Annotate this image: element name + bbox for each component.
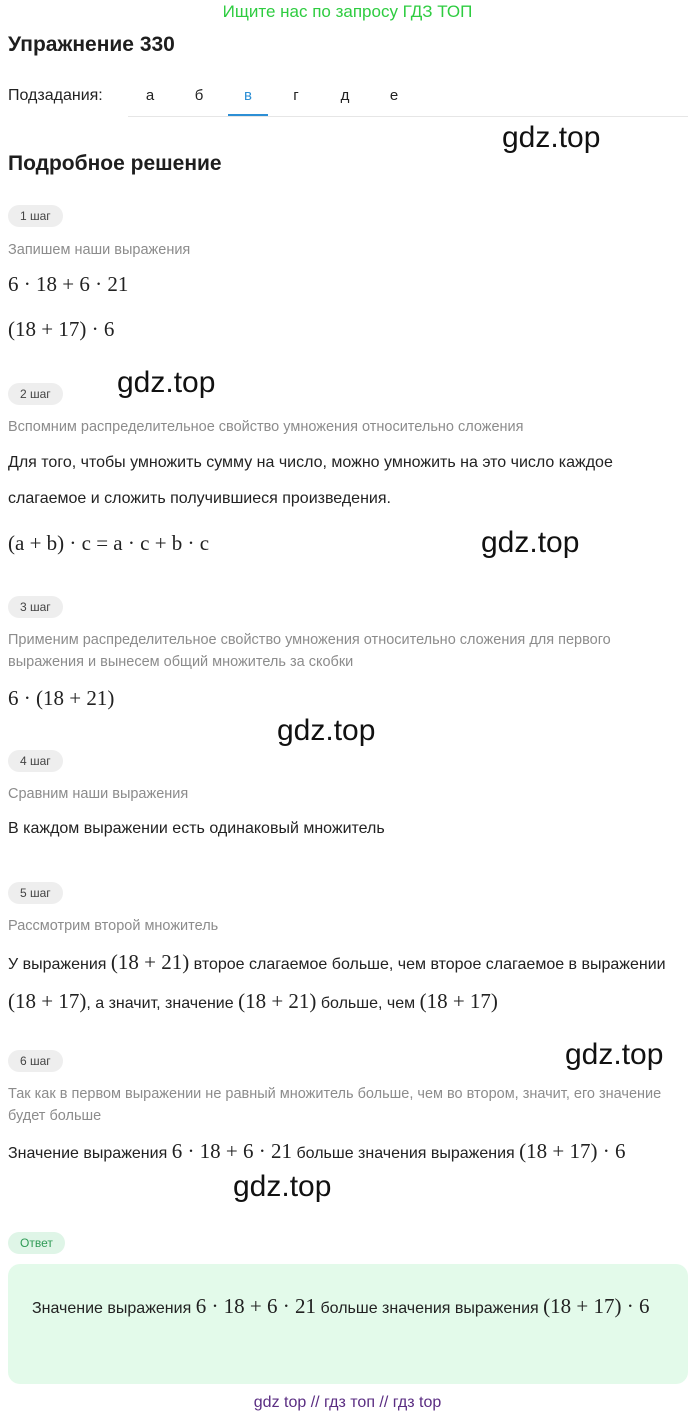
watermark: gdz.top — [233, 1170, 332, 1203]
math-expression: (18 + 21) — [110, 950, 190, 974]
step-4-text: В каждом выражении есть одинаковый множитель — [8, 820, 385, 837]
answer-badge: Ответ — [8, 1232, 65, 1254]
step-5-text — [8, 944, 688, 1022]
step-5-badge: 5 шаг — [8, 882, 63, 904]
watermark: gdz.top — [565, 1038, 664, 1071]
tab-b[interactable]: б — [194, 87, 204, 104]
step-1-badge: 1 шаг — [8, 205, 63, 227]
watermark: gdz.top — [117, 366, 216, 399]
text-run: больше значения выражения — [316, 1300, 544, 1317]
step-6-badge: 6 шаг — [8, 1050, 63, 1072]
step-3-formula: 6 · (18 + 21) — [8, 686, 115, 710]
math-expression: 6 · 18 + 6 · 21 — [171, 1139, 293, 1163]
step-2-formula: (a + b) · c = a · c + b · c — [8, 531, 210, 555]
watermark: gdz.top — [502, 121, 601, 154]
tab-a[interactable]: а — [145, 87, 155, 104]
subtasks-label: Подзадания: — [8, 87, 103, 104]
text-run: Значение выражения — [8, 1145, 172, 1162]
watermark: gdz.top — [277, 714, 376, 747]
text-run: У выражения — [8, 956, 111, 973]
text-run: Значение выражения — [32, 1300, 196, 1317]
step-2-hint: Вспомним распределительное свойство умножения относительно сложения — [8, 419, 524, 435]
text-run: больше значения выражения — [292, 1145, 520, 1162]
solution-title: Подробное решение — [8, 152, 222, 175]
top-banner: Ищите нас по запросу ГДЗ ТОП — [222, 2, 473, 21]
tab-v-active[interactable]: в — [228, 76, 268, 116]
tab-g[interactable]: г — [293, 87, 299, 104]
math-expression: (18 + 17) — [8, 989, 87, 1013]
text-run: второе слагаемое больше, чем второе слагаемое в выражении — [189, 956, 666, 973]
step-4-hint: Сравним наши выражения — [8, 786, 189, 802]
step-1-formula-2: (18 + 17) · 6 — [8, 317, 115, 341]
step-4-badge: 4 шаг — [8, 750, 63, 772]
step-3-badge: 3 шаг — [8, 596, 63, 618]
answer-box — [8, 1264, 688, 1384]
subtask-tabs — [128, 76, 688, 117]
step-3-hint: Применим распределительное свойство умножения относительно сложения для первого выражения и вынесем общий множитель за скобки — [8, 632, 611, 670]
step-2-text: Для того, чтобы умножить сумму на число, можно умножить на это число каждое слагаемое и сложить получившиеся произведения. — [8, 454, 613, 507]
step-6-hint: Так как в первом выражении не равный множитель больше, чем во втором, значит, его значение будет больше — [8, 1086, 662, 1124]
watermark: gdz.top — [481, 526, 580, 559]
math-expression: (18 + 17) · 6 — [543, 1294, 650, 1318]
tab-d[interactable]: д — [340, 87, 350, 104]
answer-text — [32, 1288, 672, 1327]
step-1-formula-1: 6 · 18 + 6 · 21 — [8, 272, 129, 296]
footer-links: gdz top // гдз топ // гдз top — [253, 1394, 442, 1411]
step-6-text — [8, 1133, 688, 1172]
math-expression: (18 + 17) — [419, 989, 498, 1013]
text-run: , а значит, значение — [86, 995, 239, 1012]
tab-e[interactable]: е — [389, 87, 399, 104]
page-title: Упражнение 330 — [8, 33, 175, 56]
math-expression: (18 + 17) · 6 — [519, 1139, 626, 1163]
step-2-badge: 2 шаг — [8, 383, 63, 405]
step-1-hint: Запишем наши выражения — [8, 242, 191, 258]
math-expression: (18 + 21) — [238, 989, 317, 1013]
text-run: больше, чем — [316, 995, 420, 1012]
math-expression: 6 · 18 + 6 · 21 — [195, 1294, 317, 1318]
step-5-hint: Рассмотрим второй множитель — [8, 918, 219, 934]
